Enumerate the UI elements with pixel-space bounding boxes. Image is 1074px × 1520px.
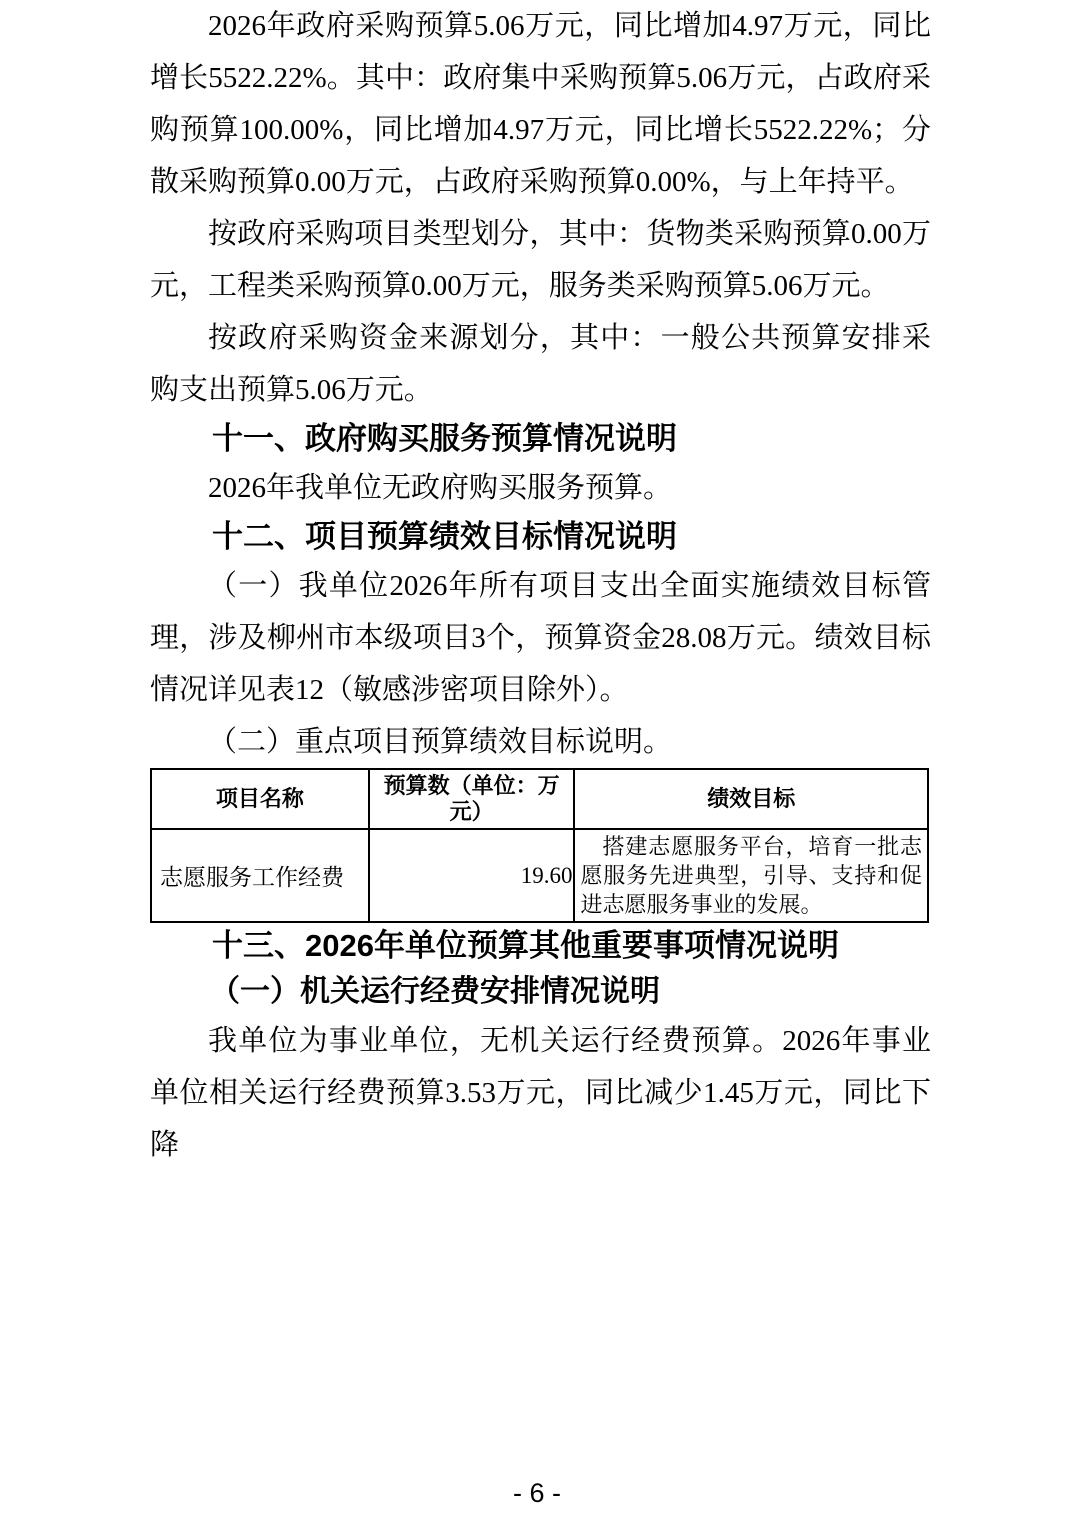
section-12-heading: 十二、项目预算绩效目标情况说明 bbox=[212, 519, 677, 554]
section-11-heading: 十一、政府购买服务预算情况说明 bbox=[212, 421, 677, 456]
section-13-subsection-heading: （一）机关运行经费安排情况说明 bbox=[210, 975, 660, 1008]
table-row bbox=[151, 829, 928, 922]
table-header-project-name: 项目名称 bbox=[151, 769, 369, 829]
section-13-body-paragraph: 我单位为事业单位，无机关运行经费预算。2026年事业单位相关运行经费预算3.53万元，同比减少1.45万元，同比下降 bbox=[150, 1025, 931, 1161]
page-number: - 6 - bbox=[512, 1478, 561, 1508]
section-11-body-paragraph: 2026年我单位无政府购买服务预算。 bbox=[208, 472, 673, 504]
table-header-performance-target: 绩效目标 bbox=[574, 769, 928, 829]
table-header-row bbox=[151, 769, 928, 829]
section-12-paragraph-1: （一）我单位2026年所有项目支出全面实施绩效目标管理，涉及柳州市本级项目3个，预算资金28.08万元。绩效目标情况详见表12（敏感涉密项目除外）。 bbox=[150, 570, 931, 706]
performance-target-table bbox=[150, 768, 929, 923]
procurement-summary-paragraph: 2026年政府采购预算5.06万元，同比增加4.97万元，同比增长5522.22%。其中：政府集中采购预算5.06万元，占政府采购预算100.00%，同比增加4.97万元，同比增长5522.22%；分散采购预算0.00万元，占政府采购预算0.00%，与上年持平。 bbox=[150, 10, 931, 198]
table-cell-budget-amount: 19.60 bbox=[369, 829, 575, 922]
table-cell-performance-target: 搭建志愿服务平台，培育一批志愿服务先进典型，引导、支持和促进志愿服务事业的发展。 bbox=[574, 829, 928, 922]
table-header-budget-amount: 预算数（单位：万元） bbox=[369, 769, 575, 829]
document-content bbox=[150, 0, 931, 1171]
procurement-by-source-paragraph: 按政府采购资金来源划分，其中：一般公共预算安排采购支出预算5.06万元。 bbox=[150, 322, 931, 406]
procurement-by-type-paragraph: 按政府采购项目类型划分，其中：货物类采购预算0.00万元，工程类采购预算0.00万元，服务类采购预算5.06万元。 bbox=[150, 218, 931, 302]
table-cell-project-name: 志愿服务工作经费 bbox=[151, 829, 369, 922]
section-13-heading: 十三、2026年单位预算其他重要事项情况说明 bbox=[212, 928, 839, 963]
section-12-paragraph-2: （二）重点项目预算绩效目标说明。 bbox=[208, 726, 673, 758]
